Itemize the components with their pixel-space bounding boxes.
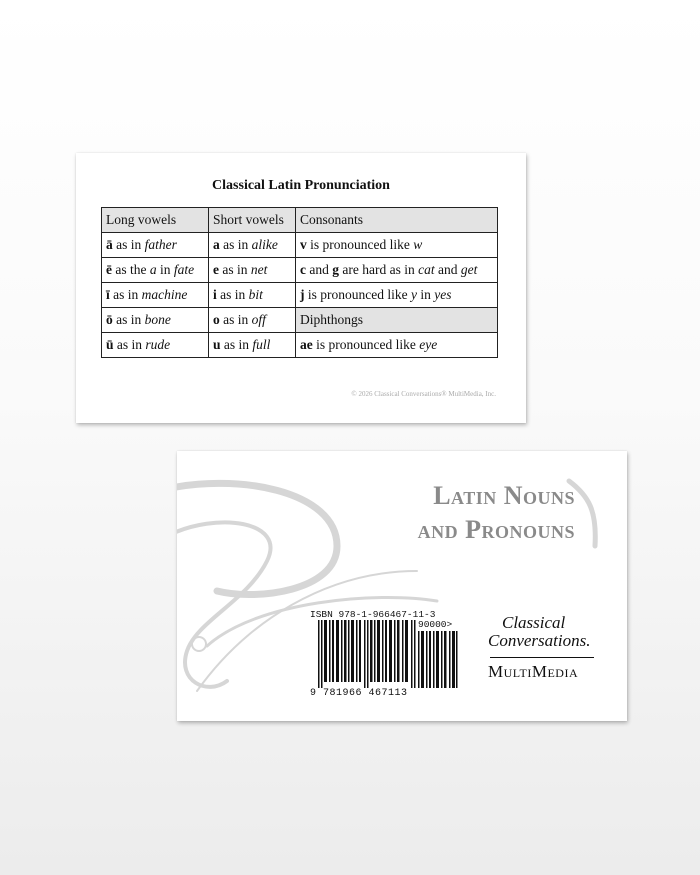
price-code: 90000> xyxy=(418,619,453,630)
barcode-bars xyxy=(318,620,416,688)
table-row xyxy=(102,333,498,358)
table-row xyxy=(102,308,498,333)
logo-word-classical: Classical xyxy=(502,613,566,632)
logo-word-conversations: Conversations. xyxy=(488,631,591,650)
short-vowel-cell: u as in full xyxy=(209,333,296,358)
long-vowel-cell: ā as in father xyxy=(102,233,209,258)
short-vowel-cell: o as in off xyxy=(209,308,296,333)
barcode-addon-bars xyxy=(418,631,458,688)
table-row xyxy=(102,233,498,258)
long-vowel-cell: ū as in rude xyxy=(102,333,209,358)
book-title-line-1: Latin Nouns xyxy=(433,481,575,510)
header-short-vowels: Short vowels xyxy=(209,208,296,233)
long-vowel-cell: ī as in machine xyxy=(102,283,209,308)
header-long-vowels: Long vowels xyxy=(102,208,209,233)
isbn-barcode xyxy=(310,609,460,701)
card-title: Classical Latin Pronunciation xyxy=(212,178,390,193)
publisher-logo xyxy=(482,613,602,693)
isbn-label: ISBN 978-1-966467-11-3 xyxy=(310,609,436,620)
short-vowel-cell: i as in bit xyxy=(209,283,296,308)
pronunciation-table xyxy=(101,207,498,358)
table-row xyxy=(102,258,498,283)
copyright-notice: © 2026 Classical Conversations® MultiMedia, Inc. xyxy=(351,390,496,398)
short-vowel-cell: e as in net xyxy=(209,258,296,283)
logo-multimedia: MultiMedia xyxy=(488,662,579,681)
pronunciation-card xyxy=(76,153,526,423)
table-row xyxy=(102,283,498,308)
short-vowel-cell: a as in alike xyxy=(209,233,296,258)
consonant-cell: j is pronounced like y in yes xyxy=(296,283,498,308)
consonant-cell: ae is pronounced like eye xyxy=(296,333,498,358)
header-consonants: Consonants xyxy=(296,208,498,233)
table-header-row xyxy=(102,208,498,233)
long-vowel-cell: ō as in bone xyxy=(102,308,209,333)
book-title-line-2: and Pronouns xyxy=(417,515,575,544)
consonant-cell: c and g are hard as in cat and get xyxy=(296,258,498,283)
consonant-cell: v is pronounced like w xyxy=(296,233,498,258)
long-vowel-cell: ē as the a in fate xyxy=(102,258,209,283)
diphthongs-heading-cell: Diphthongs xyxy=(296,308,498,333)
cover-card xyxy=(177,451,627,721)
isbn-digits: 9 781966 467113 xyxy=(310,688,408,699)
logo-rule xyxy=(490,657,594,658)
